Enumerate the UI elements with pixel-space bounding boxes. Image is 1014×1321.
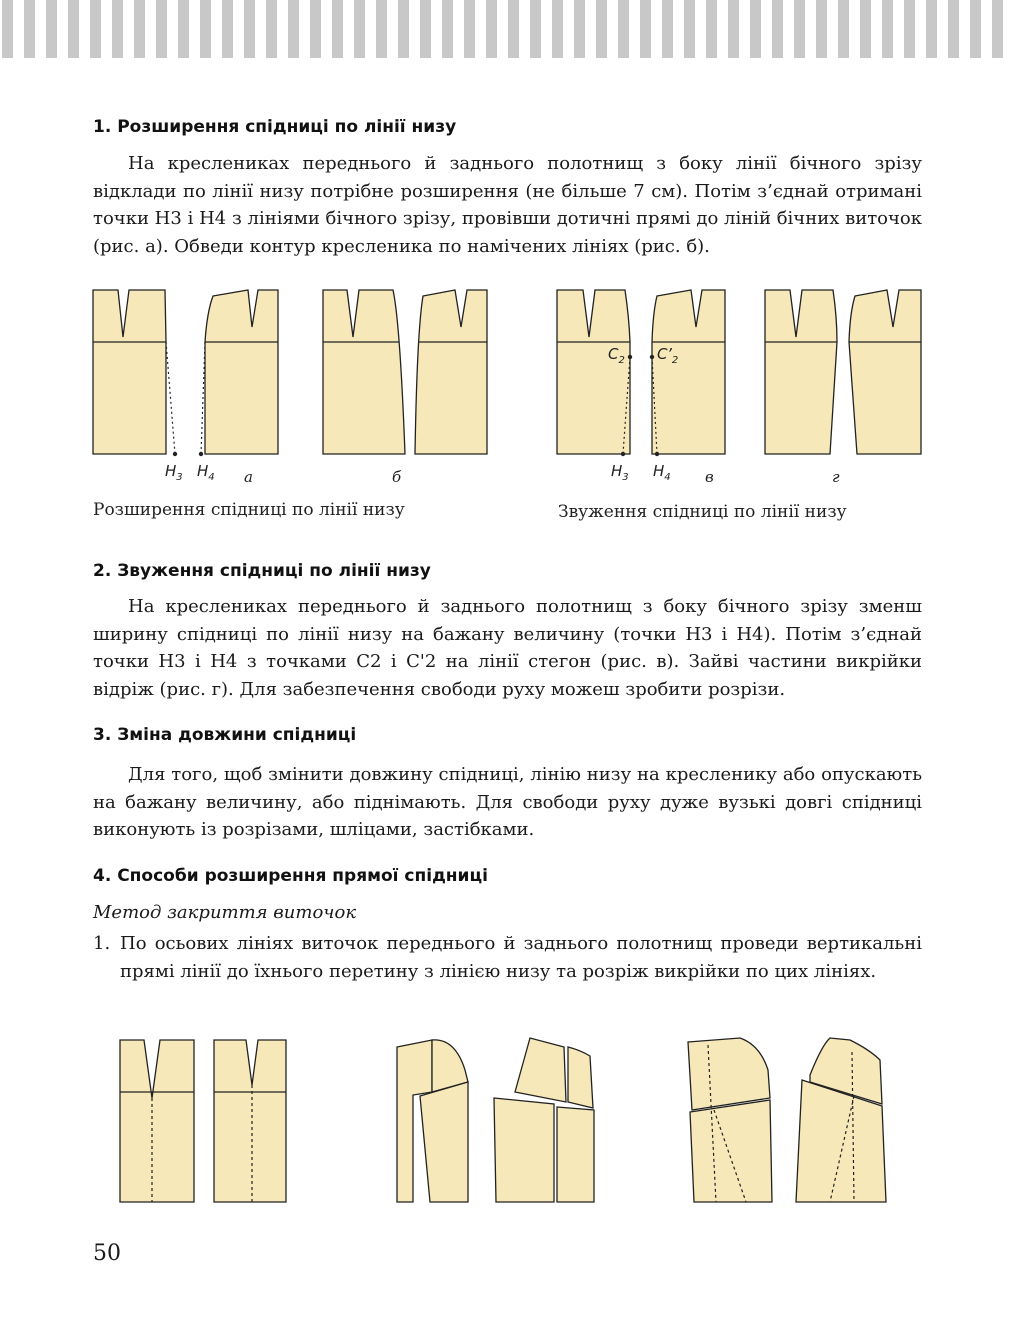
pattern-v-back [652, 290, 725, 454]
pattern-g-back [849, 290, 921, 454]
point-h3-a: $H_3$ [165, 462, 183, 483]
pattern-b-front [323, 290, 405, 454]
caption-widening: Розширення спідниці по лінії низу [93, 500, 405, 520]
figure-label-a: а [244, 468, 253, 486]
figure-label-v: в [705, 468, 714, 486]
pattern-a-back [205, 290, 278, 454]
pattern-3-front [688, 1038, 770, 1110]
section-1-title: 1. Розширення спідниці по лінії низу [93, 117, 457, 137]
figure-label-b: б [392, 468, 402, 486]
page-number: 50 [93, 1241, 121, 1266]
section-4-title: 4. Способи розширення прямої спідниці [93, 866, 488, 886]
point-c2: $C_2$ [608, 345, 625, 366]
list-item-1 [93, 930, 922, 985]
point-h3-v: $H_3$ [611, 462, 629, 483]
point-h4-a: $H_4$ [197, 462, 215, 483]
header-stripes [0, 0, 1014, 60]
pattern-v-front [557, 290, 630, 454]
pattern-1-back [214, 1040, 286, 1202]
method-title: Метод закриття виточок [93, 902, 357, 923]
figure-label-g: г [832, 468, 840, 486]
section-1-text: На креслениках переднього й заднього полотнищ з боку лінії бічного зрізу відклади по лінії низу потрібне розширення (не більше 7 см). Потім з’єднай отримані точки Н3 і Н4 з лініями бічного зрізу, провівши дотичні прямі до ліній бічних виточок (рис. а). Обведи контур кресленика по намічених лініях (рис. б). [93, 153, 922, 257]
point-c2-prime: $C’_2$ [657, 345, 679, 366]
pattern-1-front [120, 1040, 194, 1202]
list-item-text: По осьових лініях виточок переднього й заднього полотнищ проведи вертикальні прямі лінії до їхнього перетину з лінією низу та розріж викрійки по цих лініях. [120, 933, 922, 982]
pattern-2-back [515, 1038, 566, 1102]
dart-closing-figure [110, 1030, 900, 1210]
pattern-a-front [93, 290, 166, 454]
skirt-pattern-figure [85, 282, 935, 487]
section-3-text: Для того, щоб змінити довжину спідниці, лінію низу на кресленику або опускають на бажану величину, або піднімають. Для свободи руху дуже вузькі довгі спідниці виконують із розрізами, шліцами, застібками. [93, 764, 922, 840]
point-h4-v: $H_4$ [653, 462, 671, 483]
section-3-title: 3. Зміна довжини спідниці [93, 725, 357, 745]
caption-narrowing: Звуження спідниці по лінії низу [558, 502, 847, 522]
section-2-title: 2. Звуження спідниці по лінії низу [93, 561, 431, 581]
section-2-text: На креслениках переднього й заднього полотнищ з боку бічного зрізу зменш ширину спідниці по лінії низу на бажану величину (точки Н3 і Н4). Потім з’єднай точки Н3 і Н4 з точками С2 і С'2 на лінії стегон (рис. в). Зайві частини викрійки відріж (рис. г). Для забезпечення свободи руху можеш зробити розрізи. [93, 596, 922, 700]
pattern-b-back [415, 290, 487, 454]
list-item-number: 1. [93, 933, 111, 954]
pattern-g-front [765, 290, 837, 454]
